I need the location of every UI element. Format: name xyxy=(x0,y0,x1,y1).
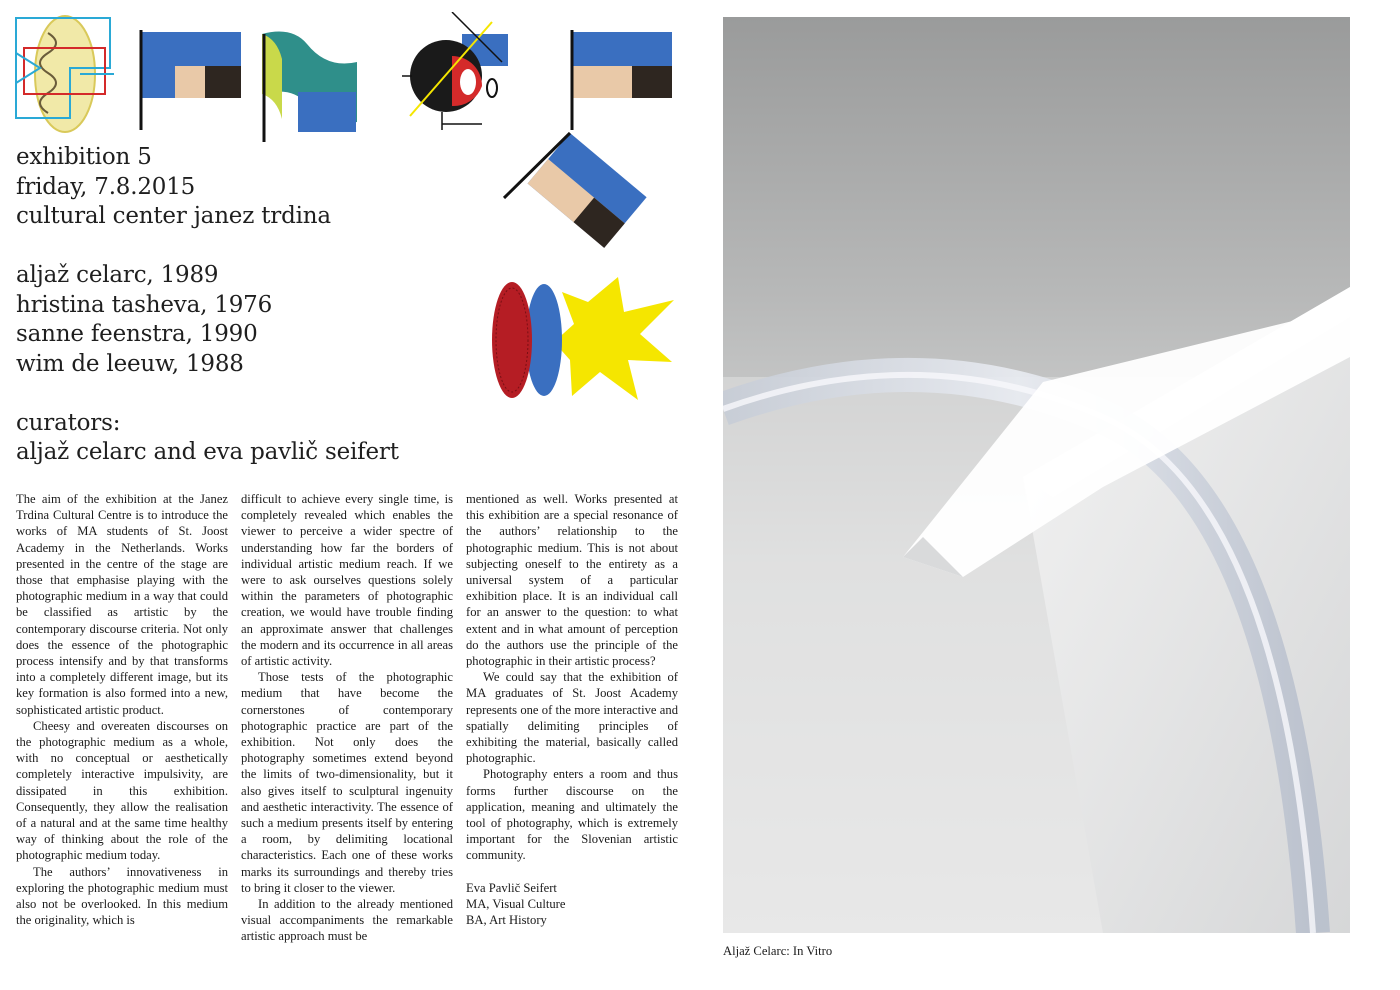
paragraph: Those tests of the photographic medium that have become the cornerstones of contemporary photographic practice are part of the exhibition. Not only does the photography sometimes extend beyond the limits of two-dimensionality, but it also gives itself to sculptural ingenuity and aesthetic interactivity. The essence of such a medium presents itself by entering a room, by delimiting locational characteristics. Each one of these works marks its surroundings and thereby tries to bring it closer to the viewer. xyxy=(241,670,453,895)
deco-bacteria-outline xyxy=(10,8,120,138)
artist-line: aljaž celarc, 1989 xyxy=(16,262,219,288)
paragraph: Cheesy and overeaten discourses on the photographic medium as a whole, with no conceptual or aesthetically completely interactive impulsivity, are dissipated in this exhibition. Consequently, they allow the realisation of a natural and at the same time healthy way of thinking about the role of the photographic medium today. xyxy=(16,718,228,863)
paragraph: difficult to achieve every single time, is completely revealed which enables the viewer to perceive a wider spectre of understanding how far the borders of individual artistic medium reach. If we were to ask ourselves questions solely within the parameters of photographic creation, we would have trouble finding an approximate answer that challenges the modern and its occurrence in all areas of artistic activity. xyxy=(241,492,453,669)
paragraph: The aim of the exhibition at the Janez Trdina Cultural Centre is to introduce the works of MA students of St. Joost Academy in the Netherlands. Works presented in the centre of the stage are those that emphasise playing with the photographic medium in a way that could be classified as artistic by the contemporary discourse criteria. Not only does the essence of the photographic process intensify and by that transforms into a completely different image, but its key formation is also formed into a new, sophisticated artistic product. xyxy=(16,492,228,717)
paragraph: Photography enters a room and thus forms further discourse on the application, meaning and ultimately the tool of photography, which is extremely important for the Slovenian artistic community. xyxy=(466,767,678,863)
signature-title: MA, Visual Culture xyxy=(466,897,566,912)
text-column-2 xyxy=(241,491,453,945)
signature-name: Eva Pavlič Seifert xyxy=(466,880,557,895)
paragraph: mentioned as well. Works presented at this exhibition are a special resonance of the authors’ relationship to the photographic medium. This is not about subjecting oneself to the entirety as a universal system of a particular exhibition place. It is an individual call for an answer to the question: to what extent and in what amount of perception do the authors use the principle of the photographic in their artistic process? xyxy=(466,492,678,669)
artist-line: wim de leeuw, 1988 xyxy=(16,350,244,377)
curators-names: aljaž celarc and eva pavlič seifert xyxy=(16,439,399,465)
deco-flag-2 xyxy=(566,30,676,130)
image-caption: Aljaž Celarc: In Vitro xyxy=(723,944,833,958)
in-vitro-image xyxy=(723,17,1350,933)
text-column-3 xyxy=(466,491,678,928)
text-column-1 xyxy=(16,491,228,928)
deco-twisted-ribbon xyxy=(258,24,368,142)
exhibition-number: exhibition 5 xyxy=(16,144,152,170)
deco-disc-burst xyxy=(488,272,678,412)
paragraph: The authors’ innovativeness in exploring the photographic medium must also not be overlooked. In this medium the originality, which is xyxy=(16,864,228,928)
paragraph: In addition to the already mentioned visual accompaniments the remarkable artistic approach must be xyxy=(241,897,453,944)
deco-flag-1 xyxy=(135,30,245,130)
signature-title: BA, Art History xyxy=(466,913,547,928)
signature xyxy=(466,880,678,929)
deco-flag-tilted xyxy=(500,128,650,258)
exhibition-venue: cultural center janez trdina xyxy=(16,203,331,229)
curators-label: curators: xyxy=(16,409,121,436)
body-text xyxy=(16,491,680,951)
right-page xyxy=(700,0,1400,990)
artwork-photo xyxy=(723,17,1350,933)
paragraph: We could say that the exhibition of MA graduates of St. Joost Academy represents one of the more interactive and spatially delimiting principles of exhibiting the material, basically called photographic. xyxy=(466,670,678,766)
deco-constructivist-circle xyxy=(402,12,522,132)
artist-line: sanne feenstra, 1990 xyxy=(16,321,258,347)
heading-block xyxy=(16,143,486,468)
artist-line: hristina tasheva, 1976 xyxy=(16,291,273,318)
exhibition-date: friday, 7.8.2015 xyxy=(16,173,196,200)
